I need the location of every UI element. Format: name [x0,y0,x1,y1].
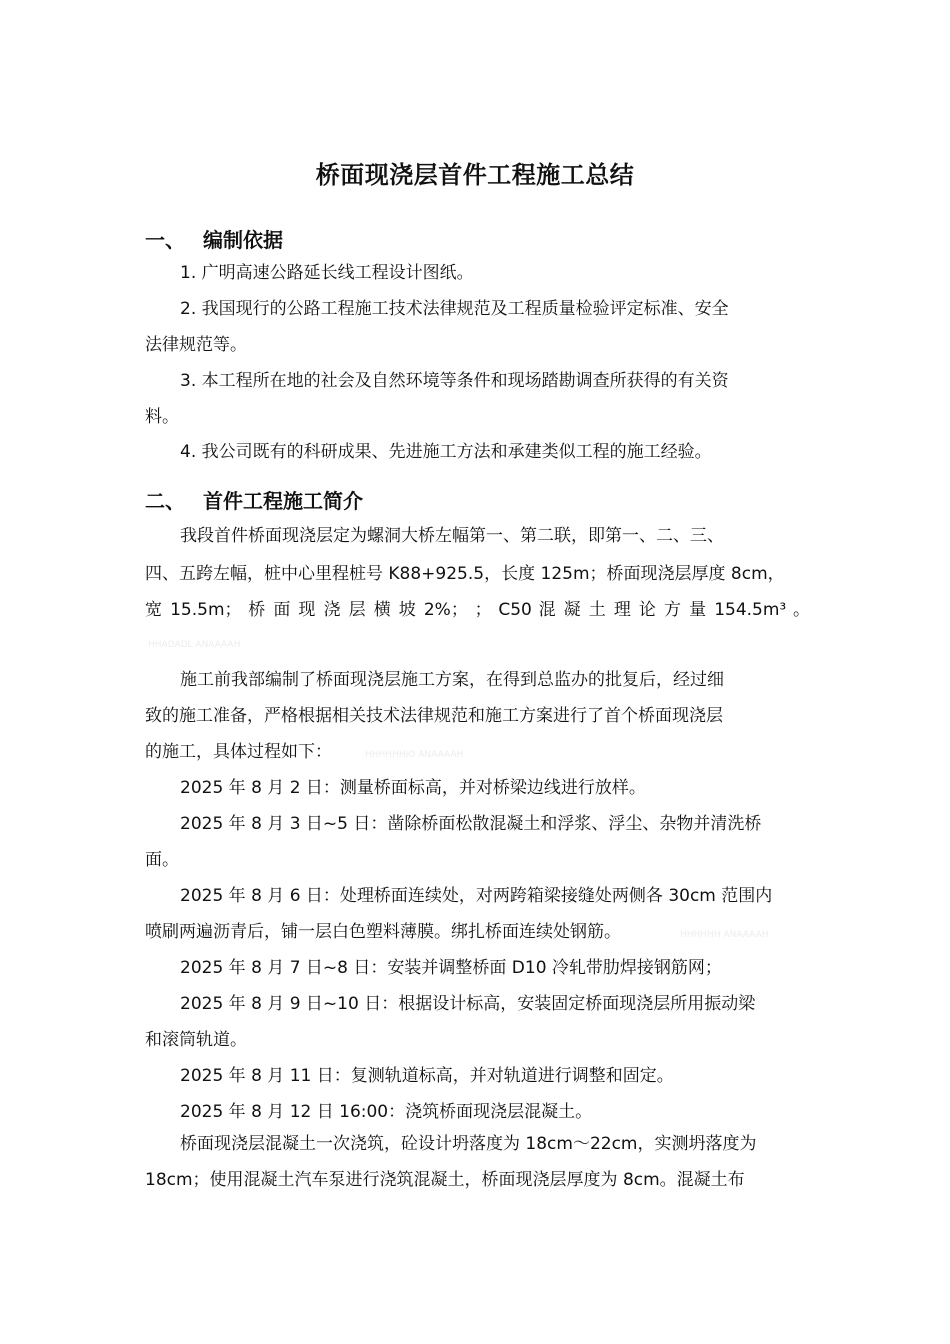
pouring-paragraph-line: 18cm；使用混凝土汽车泵进行浇筑混凝土，桥面现浇层厚度为 8cm。混凝土布 [145,1170,745,1190]
watermark-text: HHADADL ANAAAAH [148,640,241,650]
section-title: 编制依据 [203,228,283,252]
basis-item: 1. 广明高速公路延长线工程设计图纸。 [180,263,474,283]
construction-log-continued: 面。 [145,850,179,870]
construction-log-entry: 2025 年 8 月 12 日 16:00：浇筑桥面现浇层混凝土。 [180,1102,593,1122]
pouring-paragraph-line: 桥面现浇层混凝土一次浇筑，砼设计坍落度为 18cm～22cm，实测坍落度为 [180,1134,757,1154]
document-title: 桥面现浇层首件工程施工总结 [315,161,635,189]
section-number: 二、 [145,489,185,513]
overview-paragraph-line: 我段首件桥面现浇层定为螺洞大桥左幅第一、第二联，即第一、二、三、 [180,526,724,546]
preparation-paragraph-line: 施工前我部编制了桥面现浇层施工方案，在得到总监办的批复后，经过细 [180,670,724,690]
section-heading-basis [145,224,283,253]
construction-log-entry: 2025 年 8 月 11 日：复测轨道标高，并对轨道进行调整和固定。 [180,1066,674,1086]
preparation-paragraph-line: 致的施工准备，严格根据相关技术法律规范和施工方案进行了首个桥面现浇层 [145,706,723,726]
basis-item-continued: 料。 [145,407,179,427]
construction-log-entry: 2025 年 8 月 6 日：处理桥面连续处，对两跨箱梁接缝处两侧各 30cm 范围内 [180,886,773,906]
section-number: 一、 [145,228,185,252]
basis-item: 3. 本工程所在地的社会及自然环境等条件和现场踏勘调查所获得的有关资 [180,371,729,391]
construction-log-entry: 2025 年 8 月 2 日：测量桥面标高，并对桥梁边线进行放样。 [180,778,646,798]
section-title: 首件工程施工简介 [203,489,363,513]
watermark-text: HHHHHHIO ANAAAAH [365,750,464,760]
construction-log-continued: 喷刷两遍沥青后，铺一层白色塑料薄膜。绑扎桥面连续处钢筋。 [145,922,621,942]
overview-paragraph-line: 宽 15.5m； 桥 面 现 浇 层 横 坡 2%； ； C50 混 凝 土 理 论 方 量 154.5m³ 。 [145,600,810,620]
basis-item-continued: 法律规范等。 [145,335,247,355]
preparation-paragraph-line: 的施工，具体过程如下： [145,742,332,762]
construction-log-continued: 和滚筒轨道。 [145,1030,247,1050]
basis-item: 4. 我公司既有的科研成果、先进施工方法和承建类似工程的施工经验。 [180,442,712,462]
construction-log-entry: 2025 年 8 月 3 日~5 日：凿除桥面松散混凝土和浮浆、浮尘、杂物并清洗桥 [180,814,762,834]
construction-log-entry: 2025 年 8 月 9 日~10 日：根据设计标高，安装固定桥面现浇层所用振动梁 [180,994,756,1014]
section-heading-overview [145,485,363,514]
overview-paragraph-line: 四、五跨左幅，桩中心里程桩号 K88+925.5，长度 125m；桥面现浇层厚度 8cm， [145,564,785,584]
watermark-text: HHHHHH ANAAAAH [680,930,769,940]
construction-log-entry: 2025 年 8 月 7 日~8 日：安装并调整桥面 D10 冷轧带肋焊接钢筋网； [180,958,722,978]
basis-item: 2. 我国现行的公路工程施工技术法律规范及工程质量检验评定标准、安全 [180,299,729,319]
